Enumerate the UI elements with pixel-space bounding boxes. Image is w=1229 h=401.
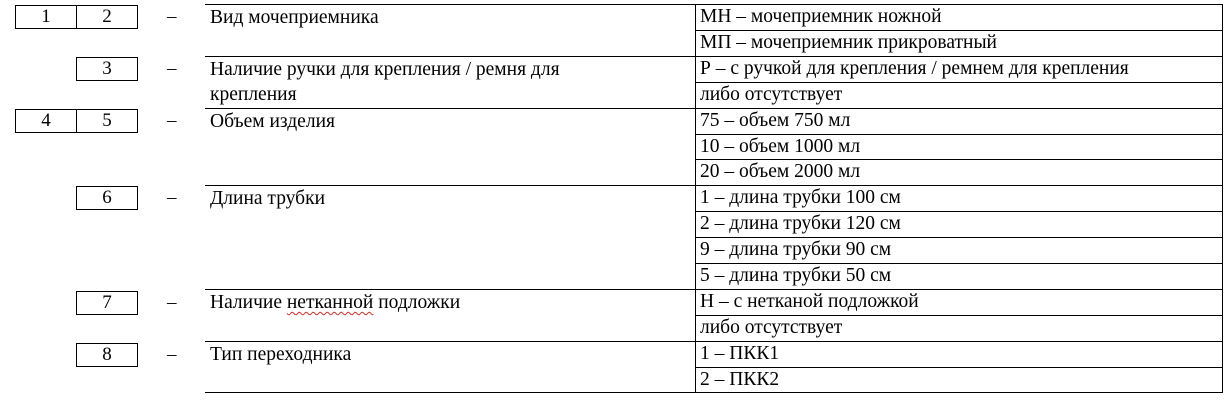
- row-label-tube-length: Длина трубки: [210, 188, 326, 209]
- option-text: 9 – длина трубки 90 см: [700, 239, 892, 260]
- position-box-2: 2: [76, 5, 138, 29]
- option-divider: [695, 367, 1223, 368]
- row-divider: [205, 341, 1223, 342]
- option-text: МП – мочеприемник прикроватный: [700, 32, 997, 53]
- option-text: 1 – ПКК1: [700, 343, 780, 364]
- row-label-line: Наличие ручки для крепления / ремня для: [210, 59, 560, 80]
- option-divider: [695, 211, 1223, 212]
- option-divider: [695, 237, 1223, 238]
- option-divider: [695, 159, 1223, 160]
- option-divider: [695, 263, 1223, 264]
- row-divider: [205, 108, 1223, 109]
- dash: –: [167, 6, 177, 27]
- option-text: 5 – длина трубки 50 см: [700, 265, 892, 286]
- position-box-6: 6: [76, 186, 138, 210]
- option-text: либо отсутствует: [700, 317, 843, 338]
- label-text: подложки: [373, 292, 461, 313]
- spellcheck-flagged-word: нетканной: [286, 292, 374, 313]
- position-box-8: 8: [76, 343, 138, 367]
- option-text: Н – с нетканой подложкой: [700, 291, 919, 312]
- row-label-container-type: Вид мочеприемника: [210, 7, 379, 28]
- row-label-handle-strap: [210, 57, 560, 107]
- option-text: либо отсутствует: [700, 84, 843, 105]
- position-box-7: 7: [76, 291, 138, 315]
- dash: –: [167, 344, 177, 365]
- position-box-4: 4: [15, 109, 77, 133]
- option-text: 20 – объем 2000 мл: [700, 161, 861, 182]
- dash: –: [167, 187, 177, 208]
- option-divider: [695, 315, 1223, 316]
- option-text: Р – с ручкой для крепления / ремнем для крепления: [700, 58, 1129, 79]
- position-box-3: 3: [76, 57, 138, 81]
- row-label-nonwoven-backing: [210, 290, 460, 315]
- option-text: 10 – объем 1000 мл: [700, 136, 861, 157]
- table-right-border: [1222, 4, 1223, 393]
- row-label-adapter-type: Тип переходника: [210, 344, 352, 365]
- dash: –: [167, 110, 177, 131]
- row-divider: [205, 185, 1223, 186]
- position-box-1: 1: [15, 5, 77, 29]
- dash: –: [167, 58, 177, 79]
- row-label-line: крепления: [210, 84, 297, 105]
- option-divider: [695, 30, 1223, 31]
- position-box-5: 5: [76, 109, 138, 133]
- option-divider: [695, 82, 1223, 83]
- option-text: 2 – длина трубки 120 см: [700, 213, 901, 234]
- option-text: 75 – объем 750 мл: [700, 110, 851, 131]
- option-text: 2 – ПКК2: [700, 369, 780, 390]
- dash: –: [167, 292, 177, 313]
- option-divider: [695, 134, 1223, 135]
- label-text: Наличие: [210, 292, 287, 313]
- table-bottom-border: [205, 392, 1223, 393]
- row-label-volume: Объем изделия: [210, 111, 335, 132]
- option-text: МН – мочеприемник ножной: [700, 6, 942, 27]
- option-text: 1 – длина трубки 100 см: [700, 187, 901, 208]
- table-column-divider: [695, 4, 696, 393]
